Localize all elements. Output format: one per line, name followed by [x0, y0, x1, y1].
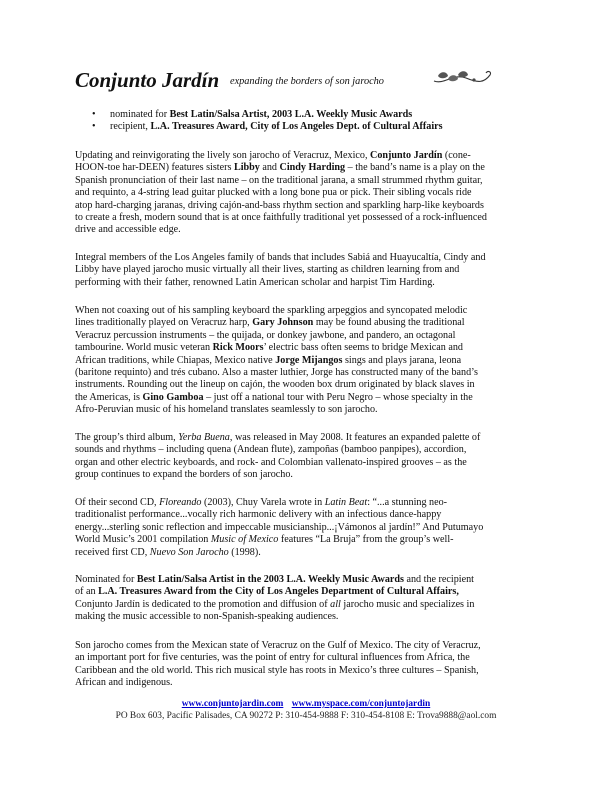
- paragraph-family: Integral members of the Los Angeles family of bands that includes Sabiá and Huayucaltía, Cindy and Libby have played jarocho music virtually all their lives, starting as children learning from and performing with their father, renowned Latin American scholar and harpist Tim Harding.: [75, 252, 486, 288]
- myspace-link[interactable]: www.myspace.com/conjuntojardin: [291, 699, 431, 709]
- awards-list: [92, 109, 443, 134]
- footer-links: [0, 699, 612, 711]
- tagline: expanding the borders of son jarocho: [230, 76, 384, 87]
- paragraph-lineup: When not coaxing out of his sampling keyboard the sparkling arpeggios and syncopated melodic lines traditionally played on Veracruz harp, Gary Johnson may be found abusing the traditional Veracruz percussion instruments – the quijada, or donkey jawbone, and pandero, an octagonal tambourine. World music veteran Rick Moors’ electric bass often seems to bridge Mexican and African traditions, while Chiapas, Mexico native Jorge Mijangos sings and plays jarana, leona (baritone requinto) and trés cubano. Also a master luthier, Jorge has constructed many of the band’s instruments. Rounding out the lineup on cajón, the wooden box drum originated by black slaves in the Americas, is Gino Gamboa – just off a national tour with Peru Negro – whose specialty in the Afro-Peruvian music of his homeland translates seamlessly to son jarocho.: [75, 305, 478, 416]
- list-item: • recipient, L.A. Treasures Award, City of Los Angeles Dept. of Cultural Affairs: [92, 121, 443, 133]
- paragraph-son-jarocho: Son jarocho comes from the Mexican state of Veracruz on the Gulf of Mexico. The city of Veracruz, an important port for five centuries, was the point of entry for cultural influences from Africa, the Caribbean and the old world. This rich musical style has roots in Mexico’s three cultures – Spanish, African and indigenous.: [75, 640, 481, 689]
- header: [75, 67, 545, 97]
- page-title: Conjunto Jardín: [75, 68, 220, 92]
- paragraph-third-album: The group’s third album, Yerba Buena, was released in May 2008. It features an expanded palette of sounds and rhythms – including quena (Andean flute), zampoñas (bamboo panpipes), accordion, organ and other electric keyboards, and rock- and Colombian vallenato-inspired grooves – as the group continues to expand the borders of son jarocho.: [75, 432, 481, 481]
- footer: [0, 699, 612, 722]
- paragraph-intro: Updating and reinvigorating the lively son jarocho of Veracruz, Mexico, Conjunto Jardín (cone- HOON-toe har-DEEN) features sisters Libby and Cindy Harding – the band’s name is a play on the Spanish pronunciation of their last name – on the traditional jarana, a small strummed rhythm guitar, and requinto, a 4-string lead guitar plucked with a long bone pua or pick. Their sibling vocals ride atop hard-charging jaranas, driving cajón-and-bass rhythm section and sparkling harp-like keyboards to create a fresh, modern sound that is at once faithfully traditional yet possessed of a rock-influenced drive and accessible edge.: [75, 150, 487, 236]
- list-item: • nominated for Best Latin/Salsa Artist, 2003 L.A. Weekly Music Awards: [92, 109, 413, 120]
- leaf-vine-ornament-icon: [430, 67, 495, 89]
- contact-address: PO Box 603, Pacific Palisades, CA 90272 P: 310-454-9888 F: 310-454-8108 E: Trova9888@aol.com: [115, 710, 497, 721]
- paragraph-awards: Nominated for Best Latin/Salsa Artist in the 2003 L.A. Weekly Music Awards and the recipient of an L.A. Treasures Award from the City of Los Angeles Department of Cultural Affairs, Conjunto Jardín is dedicated to the promotion and diffusion of all jarocho music and specializes in making the music accessible to non-Spanish-speaking audiences.: [75, 574, 475, 623]
- paragraph-reviews: Of their second CD, Floreando (2003), Chuy Varela wrote in Latin Beat: “...a stunning neo- traditionalist performance...vocally rich harmonic delivery with an infectious dance-happy energy...sterling sonic reflection and impeccable musicianship...¡Vámonos al jardín!” And Putumayo World Music’s 2001 compilation Music of Mexico features “La Bruja” from the group’s well- received first CD, Nuevo Son Jarocho (1998).: [75, 497, 484, 558]
- website-link[interactable]: www.conjuntojardin.com: [181, 699, 284, 709]
